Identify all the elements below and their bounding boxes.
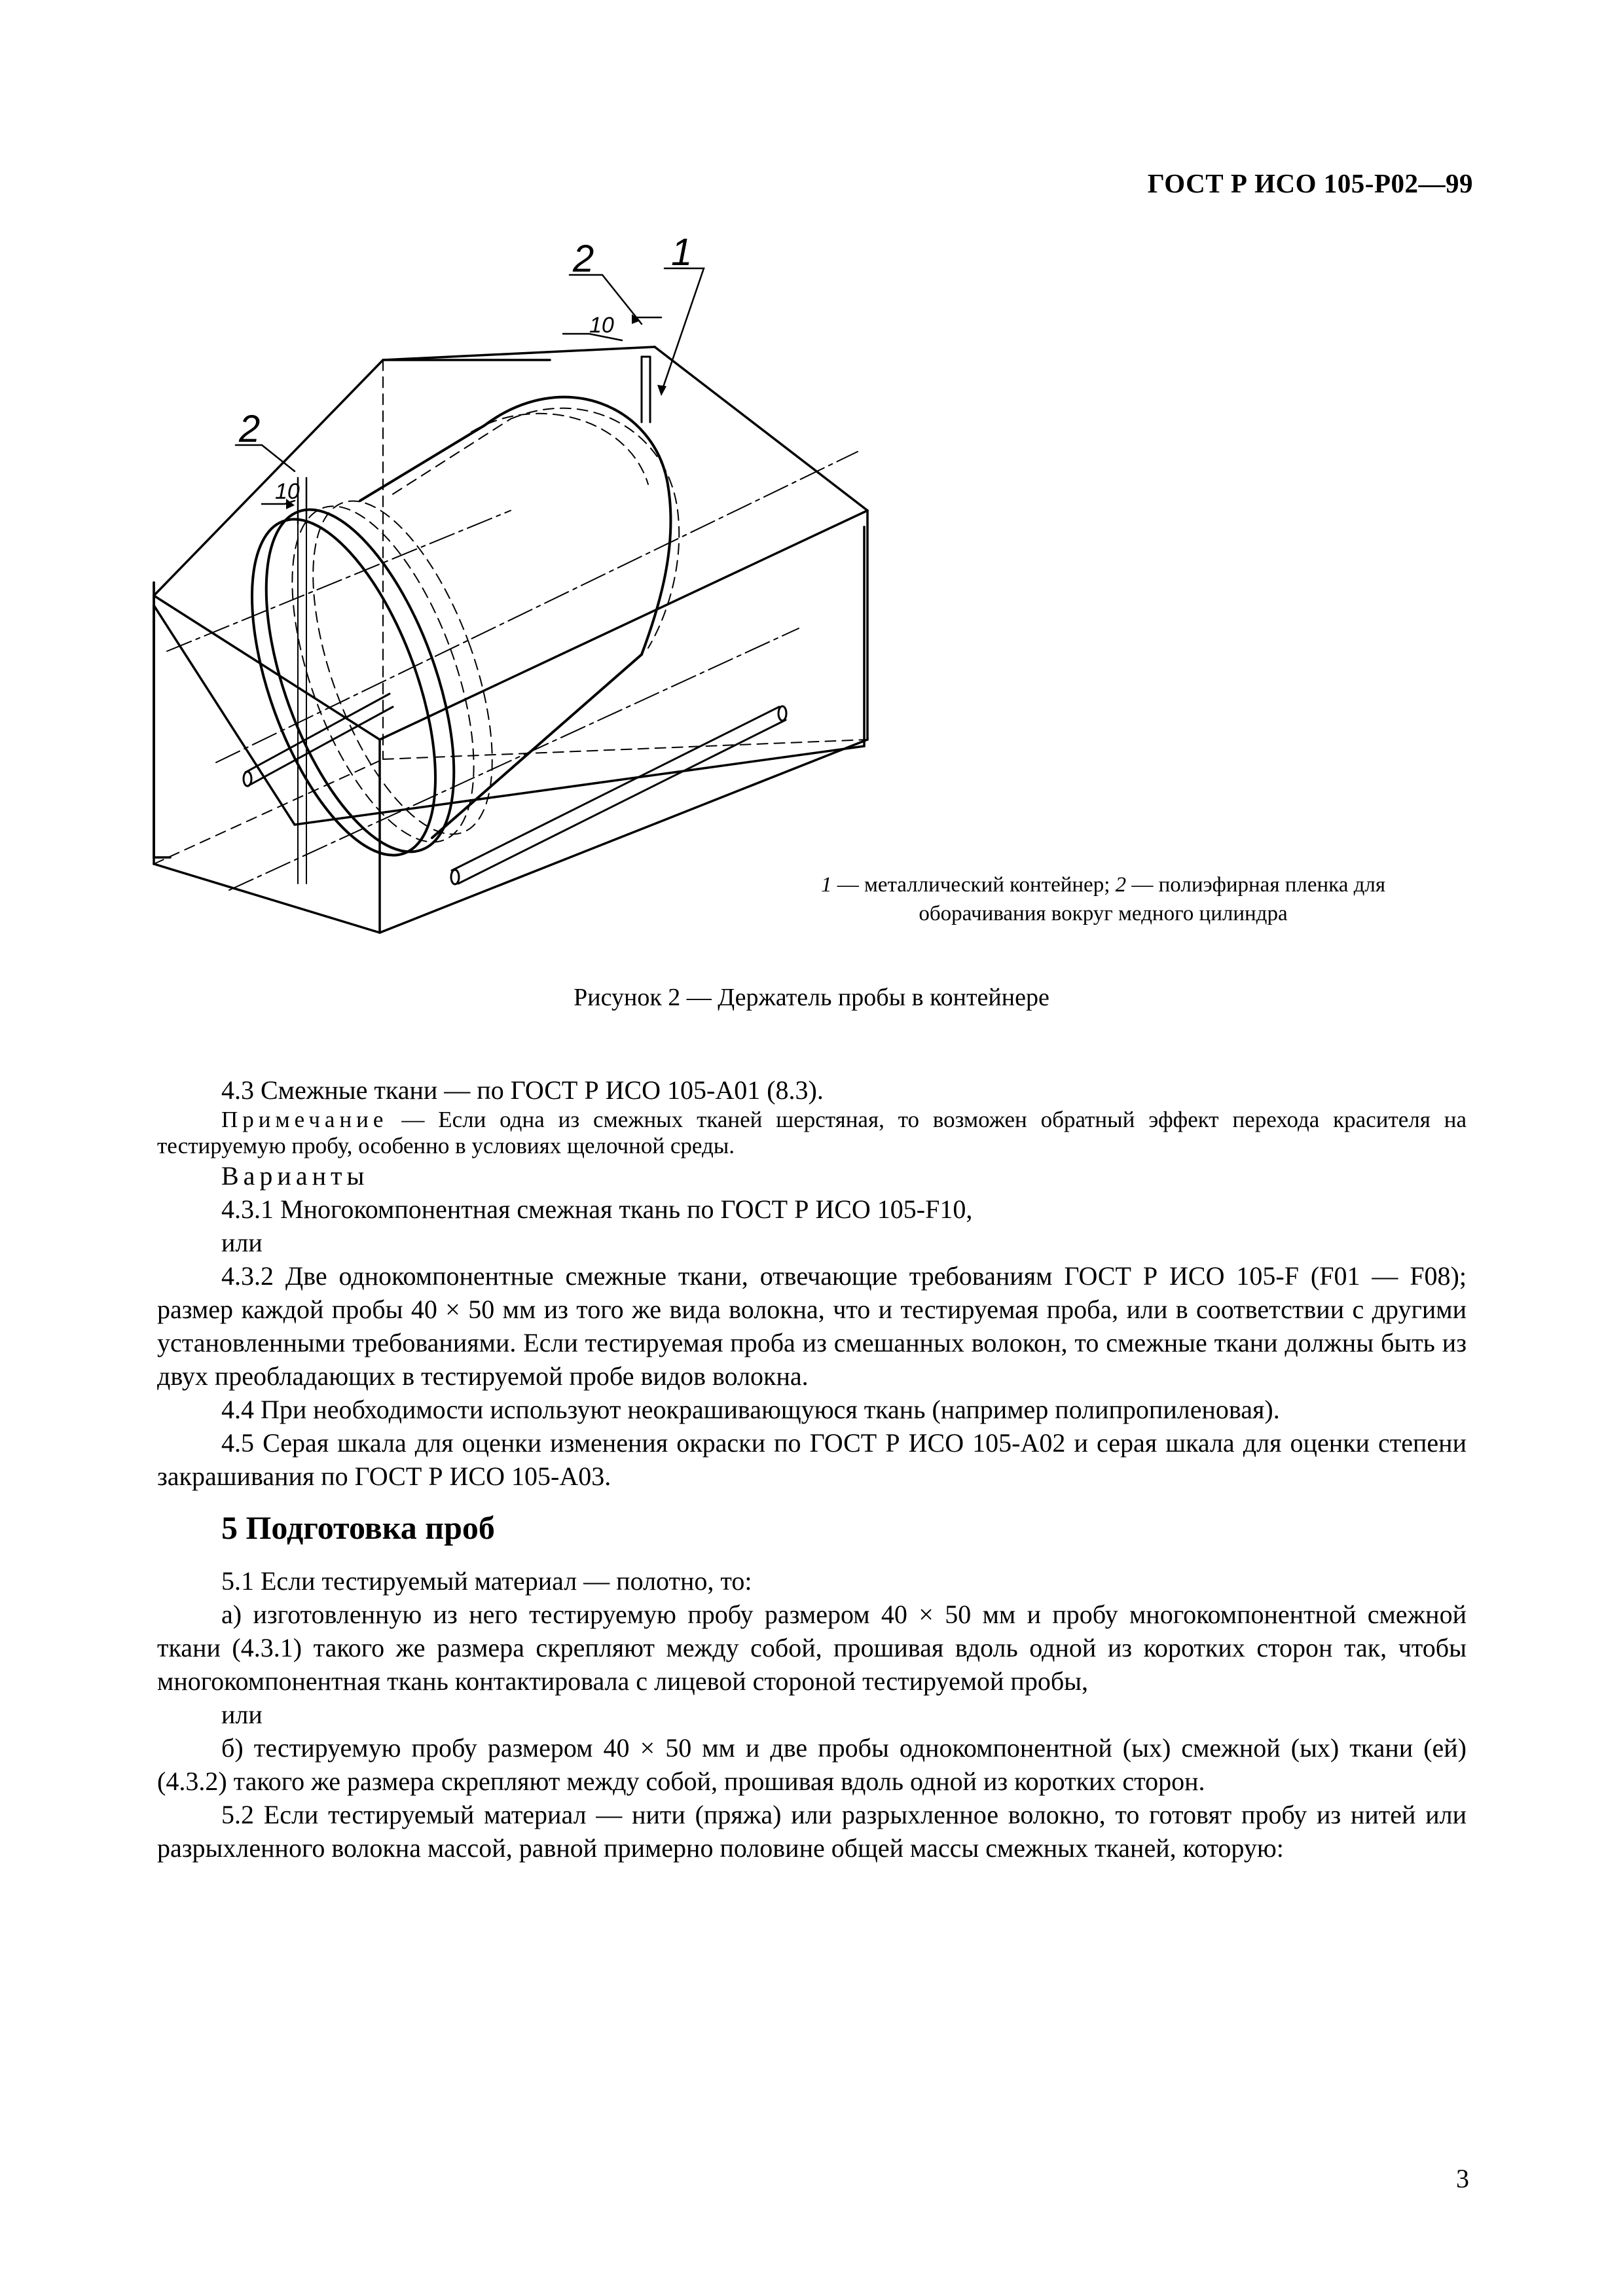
callout-label-2-left: 2 (239, 408, 261, 450)
paragraph-5-1: 5.1 Если тестируемый материал — полотно, то: (221, 1566, 752, 1596)
paragraph-4-3: 4.3 Смежные ткани — по ГОСТ Р ИСО 105-А01 (8.3). (221, 1075, 824, 1105)
callout-label-1: 1 (671, 236, 693, 274)
paragraph-5-2: 5.2 Если тестируемый материал — нити (пряжа) или разрыхленное волокно, то готовят пробу из нитей или разрыхленного волокна массой, равной примерно половине общей массы смежных тканей, которую: (157, 1800, 1467, 1863)
document-header: ГОСТ Р ИСО 105-Р02—99 (1147, 168, 1473, 198)
page-number: 3 (1456, 2164, 1469, 2193)
or-text-1: или (221, 1228, 263, 1257)
paragraph-4-3-2: 4.3.2 Две однокомпонентные смежные ткани, отвечающие требованиям ГОСТ Р ИСО 105-F (F01 — F08); размер каждой пробы 40 × 50 мм из того же вида волокна, что и тестируемая проба, или в соответствии с другими установленными требованиями. Если тестируемая проба из смешанных волокон, то смежные ткани должны быть из двух преобладающих в тестируемой пробе видов волокна. (157, 1261, 1467, 1391)
note-text: — Если одна из смежных тканей шерстяная, то возможен обратный эффект перехода красителя на тестируемую пробу, особенно в условиях щелочной среды. (157, 1107, 1467, 1158)
section-5-title: 5 Подготовка проб (221, 1509, 495, 1546)
figure-container-drawing (144, 236, 890, 956)
paragraph-4-3-1: 4.3.1 Многокомпонентная смежная ткань по ГОСТ Р ИСО 105-F10, (221, 1194, 973, 1224)
figure-legend: 1 — металлический контейнер; 2 — полиэфирная пленка для оборачивания вокруг медного цилиндра (820, 873, 1386, 925)
main-body-text (157, 1073, 1467, 1865)
note-paragraph (157, 1107, 1467, 1159)
figure-caption: Рисунок 2 — Держатель пробы в контейнере (574, 984, 1049, 1011)
paragraph-5-1-a: а) изготовленную из него тестируемую пробу размером 40 × 50 мм и пробу многокомпонентной смежной ткани (4.3.1) такого же размера скрепляют между собой, прошивая вдоль одной из коротких сторон так, чтобы многокомпонентная ткань контактировала с лицевой стороной тестируемой пробы, (157, 1600, 1467, 1696)
paragraph-4-4: 4.4 При необходимости используют неокрашивающуюся ткань (например полипропиленовая). (221, 1395, 1280, 1424)
dimension-label-left: 10 (275, 479, 300, 504)
metal-container-outline (154, 527, 864, 857)
callout-label-2-top: 2 (573, 238, 594, 280)
note-label: Примечание (221, 1107, 388, 1132)
paragraph-4-5: 4.5 Серая шкала для оценки изменения окраски по ГОСТ Р ИСО 105-А02 и серая шкала для оценки степени закрашивания по ГОСТ Р ИСО 105-А03. (157, 1428, 1467, 1491)
or-text-2: или (221, 1700, 263, 1729)
dimension-label-top: 10 (589, 313, 614, 338)
paragraph-5-1-b: б) тестируемую пробу размером 40 × 50 мм и две пробы однокомпонентной (ых) смежной (ых) ткани (ей) (4.3.2) такого же размера скрепляют между собой, прошивая вдоль одной из коротких сторон. (157, 1733, 1467, 1796)
variants-heading: Варианты (221, 1161, 369, 1191)
